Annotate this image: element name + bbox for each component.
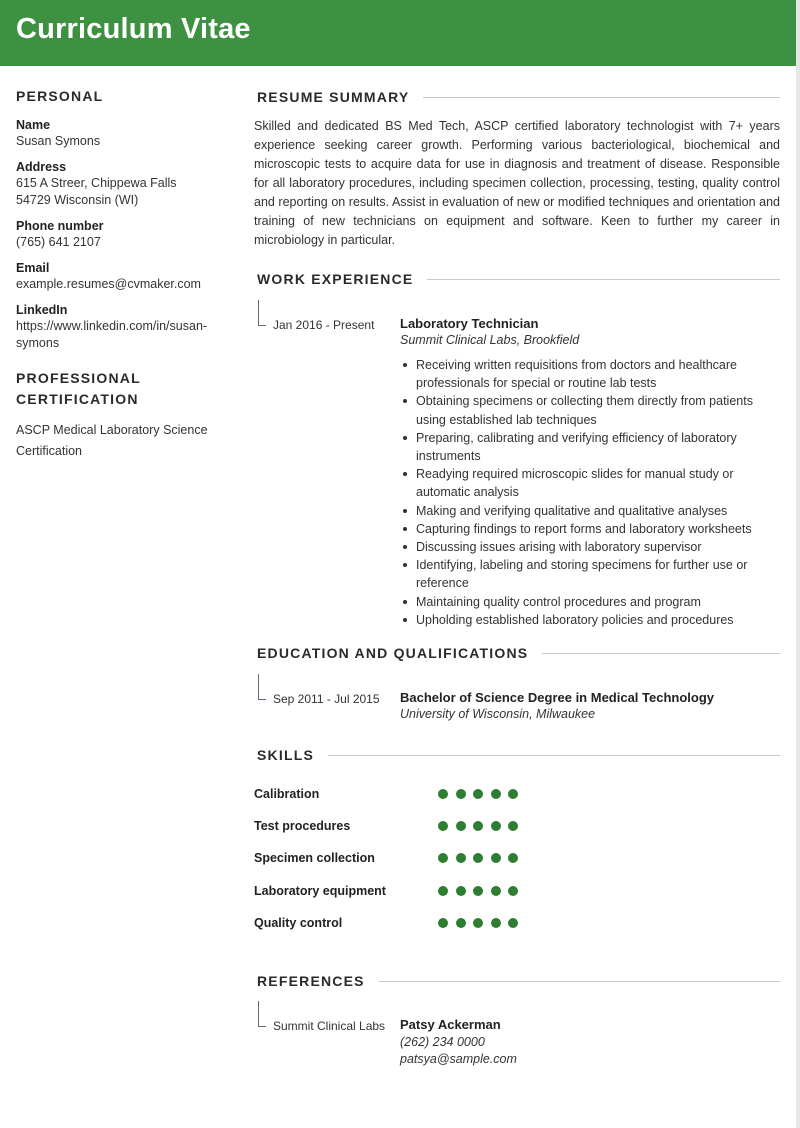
reference-entry-bracket (258, 1001, 266, 1027)
summary-text: Skilled and dedicated BS Med Tech, ASCP certified laboratory technologist with 7+ years experience seeking career growth. Performing various bacteriological, biochemical and microscopic tests to acquire data for use in diagnosis and treatment of disease. Responsible for all laboratory procedures, including specimen collection, processing, testing, quality control and reporting on results. Assist in evaluation of new or modified techniques and orientation and training of new technicians on equipment and software. Keen to further my career in microbiology in particular. (254, 119, 780, 247)
skill-row (254, 915, 554, 933)
education-degree: Bachelor of Science Degree in Medical Technology (400, 690, 715, 705)
email-value[interactable]: example.resumes@cvmaker.com (16, 277, 201, 291)
address-line-1: 615 A Streer, Chippewa Falls (16, 176, 177, 190)
skill-dot (473, 821, 483, 831)
skills-heading-text: SKILLS (257, 747, 314, 763)
skill-dot (508, 821, 518, 831)
summary-heading-text: RESUME SUMMARY (257, 89, 410, 105)
personal-heading: PERSONAL (16, 88, 104, 104)
skill-dot (456, 886, 466, 896)
skill-name: Test procedures (254, 819, 351, 833)
sidebar (16, 86, 226, 462)
work-duties-list (400, 356, 770, 629)
education-entry-bracket (258, 674, 266, 700)
phone-label: Phone number (16, 219, 104, 233)
skill-rating (438, 853, 526, 863)
duty-item: Making and verifying qualitative and qualitative analyses (400, 502, 770, 520)
skill-dot (438, 886, 448, 896)
header-bar (0, 0, 796, 66)
skill-name: Laboratory equipment (254, 884, 386, 898)
skill-dot (491, 821, 501, 831)
references-heading (254, 971, 780, 991)
skill-dot (438, 853, 448, 863)
skill-rating (438, 789, 526, 799)
skill-name: Calibration (254, 787, 320, 801)
education-heading-rule (542, 653, 780, 654)
skill-rating (438, 821, 526, 831)
duty-item: Upholding established laboratory policies and procedures (400, 611, 770, 629)
education-heading (254, 643, 780, 663)
skill-dot (491, 853, 501, 863)
skill-dot (456, 821, 466, 831)
skill-dot (491, 918, 501, 928)
skill-dot (491, 789, 501, 799)
skills-heading (254, 745, 780, 765)
work-date: Jan 2016 - Present (273, 318, 375, 332)
skill-dot (508, 886, 518, 896)
summary-heading (254, 87, 780, 107)
skill-dot (491, 886, 501, 896)
work-heading-text: WORK EXPERIENCE (257, 271, 414, 287)
reference-company: Summit Clinical Labs (273, 1019, 386, 1033)
references-heading-rule (379, 981, 780, 982)
skill-dot (438, 789, 448, 799)
phone-value: (765) 641 2107 (16, 235, 101, 249)
skill-dot (473, 789, 483, 799)
skill-dot (438, 821, 448, 831)
work-heading-rule (427, 279, 780, 280)
name-label: Name (16, 118, 51, 132)
skill-dot (473, 853, 483, 863)
skill-name: Quality control (254, 916, 343, 930)
linkedin-line-2[interactable]: symons (16, 336, 60, 350)
skill-dot (508, 918, 518, 928)
skill-dot (473, 886, 483, 896)
address-line-2: 54729 Wisconsin (WI) (16, 193, 139, 207)
skill-row (254, 818, 554, 836)
summary-heading-rule (423, 97, 780, 98)
skill-row (254, 786, 554, 804)
page-edge (796, 0, 800, 1128)
address-label: Address (16, 160, 67, 174)
linkedin-label: LinkedIn (16, 303, 68, 317)
certification-heading-line-2: CERTIFICATION (16, 391, 139, 407)
skills-heading-rule (328, 755, 780, 756)
duty-item: Identifying, labeling and storing specimens for further use or reference (400, 556, 770, 592)
skill-dot (456, 918, 466, 928)
skill-rating (438, 886, 526, 896)
skill-dot (473, 918, 483, 928)
education-date: Sep 2011 - Jul 2015 (273, 692, 380, 706)
skill-dot (438, 918, 448, 928)
references-heading-text: REFERENCES (257, 973, 365, 989)
skill-dot (456, 853, 466, 863)
reference-name: Patsy Ackerman (400, 1017, 501, 1032)
certification-line-1: ASCP Medical Laboratory Science (16, 423, 208, 437)
duty-item: Capturing findings to report forms and laboratory worksheets (400, 520, 770, 538)
duty-item: Obtaining specimens or collecting them directly from patients using established lab techniques (400, 392, 770, 428)
education-school: University of Wisconsin, Milwaukee (400, 707, 596, 721)
skill-dot (508, 789, 518, 799)
skill-rating (438, 918, 526, 928)
duty-item: Preparing, calibrating and verifying efficiency of laboratory instruments (400, 429, 770, 465)
reference-email[interactable]: patsya@sample.com (400, 1052, 517, 1066)
linkedin-line-1[interactable]: https://www.linkedin.com/in/susan- (16, 319, 208, 333)
skill-dot (456, 789, 466, 799)
work-heading (254, 269, 780, 289)
duty-item: Maintaining quality control procedures and program (400, 593, 770, 611)
certification-heading-line-1: PROFESSIONAL (16, 370, 141, 386)
certification-heading (16, 368, 226, 410)
certification-line-2: Certification (16, 444, 82, 458)
skill-row (254, 850, 554, 868)
work-job-title: Laboratory Technician (400, 316, 539, 331)
skill-dot (508, 853, 518, 863)
page-title: Curriculum Vitae (16, 13, 251, 45)
skill-name: Specimen collection (254, 851, 375, 865)
name-value: Susan Symons (16, 134, 101, 148)
reference-phone: (262) 234 0000 (400, 1035, 485, 1049)
skill-row (254, 883, 554, 901)
duty-item: Discussing issues arising with laboratory supervisor (400, 538, 770, 556)
duty-item: Readying required microscopic slides for manual study or automatic analysis (400, 465, 770, 501)
education-heading-text: EDUCATION AND QUALIFICATIONS (257, 645, 529, 661)
duty-item: Receiving written requisitions from doctors and healthcare professionals for special or routine lab tests (400, 356, 770, 392)
work-employer: Summit Clinical Labs, Brookfield (400, 333, 580, 347)
email-label: Email (16, 261, 50, 275)
work-entry-bracket (258, 300, 266, 326)
